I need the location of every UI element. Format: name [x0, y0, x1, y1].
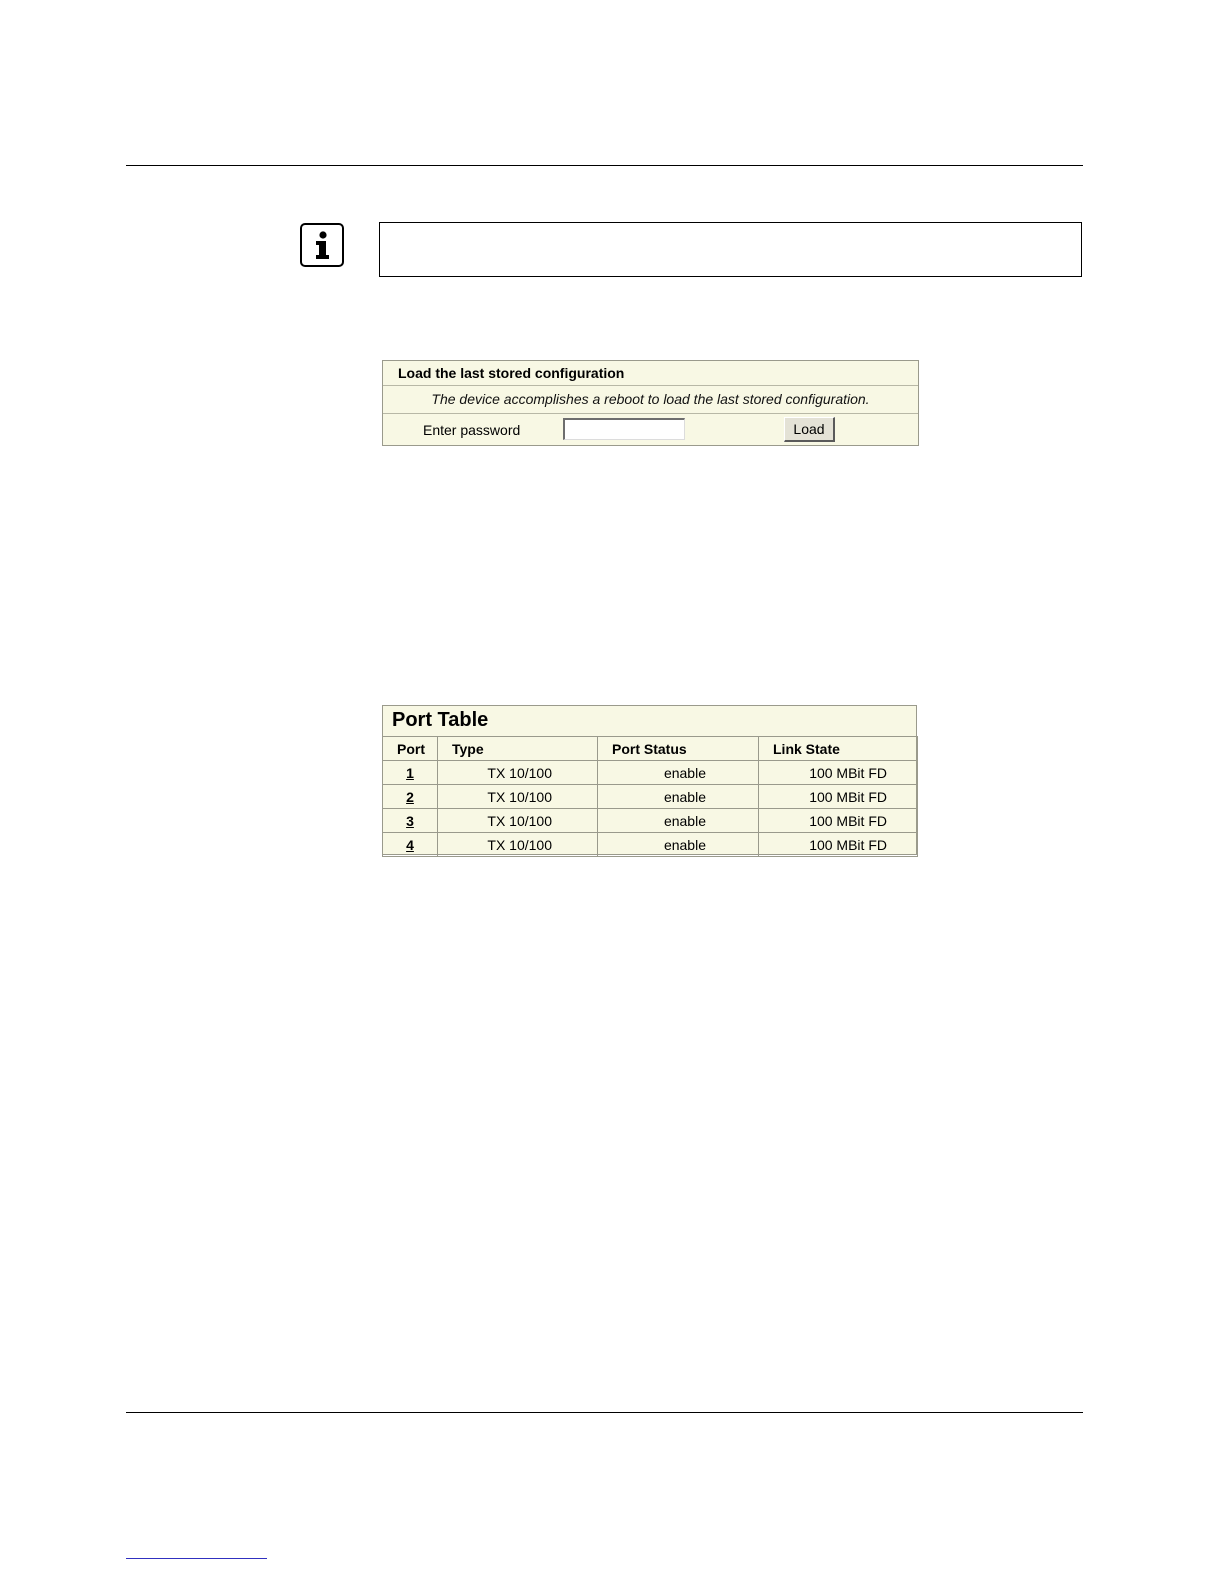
port-table-title: Port Table: [392, 709, 489, 731]
load-config-description-row: [383, 386, 918, 414]
table-row: [383, 809, 918, 833]
port-table: [382, 736, 918, 857]
type-cell: TX 10/100: [438, 833, 598, 857]
link-state-cell: 100 MBit FD: [759, 761, 918, 785]
header-rule: [126, 165, 1083, 166]
footer-rule: [126, 1412, 1083, 1413]
port-link[interactable]: 2: [406, 788, 414, 805]
port-link[interactable]: 1: [406, 764, 414, 781]
link-state-cell: 100 MBit FD: [759, 833, 918, 857]
port-link[interactable]: 3: [406, 812, 414, 829]
info-icon: [300, 223, 344, 267]
link-state-cell: 100 MBit FD: [759, 809, 918, 833]
port-cell: [383, 785, 438, 809]
column-header-link-state: Link State: [759, 737, 918, 761]
table-row: [383, 785, 918, 809]
type-cell: TX 10/100: [438, 809, 598, 833]
status-cell: enable: [598, 785, 759, 809]
note-box: [379, 222, 1082, 277]
port-cell: [383, 809, 438, 833]
status-cell: enable: [598, 761, 759, 785]
load-config-title: Load the last stored configuration: [398, 365, 625, 381]
type-cell: TX 10/100: [438, 785, 598, 809]
column-header-port: Port: [383, 737, 438, 761]
port-cell: [383, 833, 438, 857]
column-header-type: Type: [438, 737, 598, 761]
port-cell: [383, 761, 438, 785]
status-cell: enable: [598, 833, 759, 857]
status-cell: enable: [598, 809, 759, 833]
load-config-title-row: [383, 361, 918, 386]
password-input[interactable]: [563, 418, 685, 440]
load-config-description: The device accomplishes a reboot to load the last stored configuration.: [431, 391, 870, 407]
footer-link-underline: [126, 1558, 267, 1559]
password-label: Enter password: [423, 422, 521, 438]
port-table-panel: [382, 705, 917, 855]
port-table-header-row: [383, 737, 918, 761]
load-config-panel: [382, 360, 919, 446]
column-header-port-status: Port Status: [598, 737, 759, 761]
port-link[interactable]: 4: [406, 836, 414, 853]
load-button[interactable]: Load: [784, 417, 835, 442]
table-row: [383, 833, 918, 857]
load-config-form-row: [383, 414, 918, 445]
table-row: [383, 761, 918, 785]
type-cell: TX 10/100: [438, 761, 598, 785]
link-state-cell: 100 MBit FD: [759, 785, 918, 809]
